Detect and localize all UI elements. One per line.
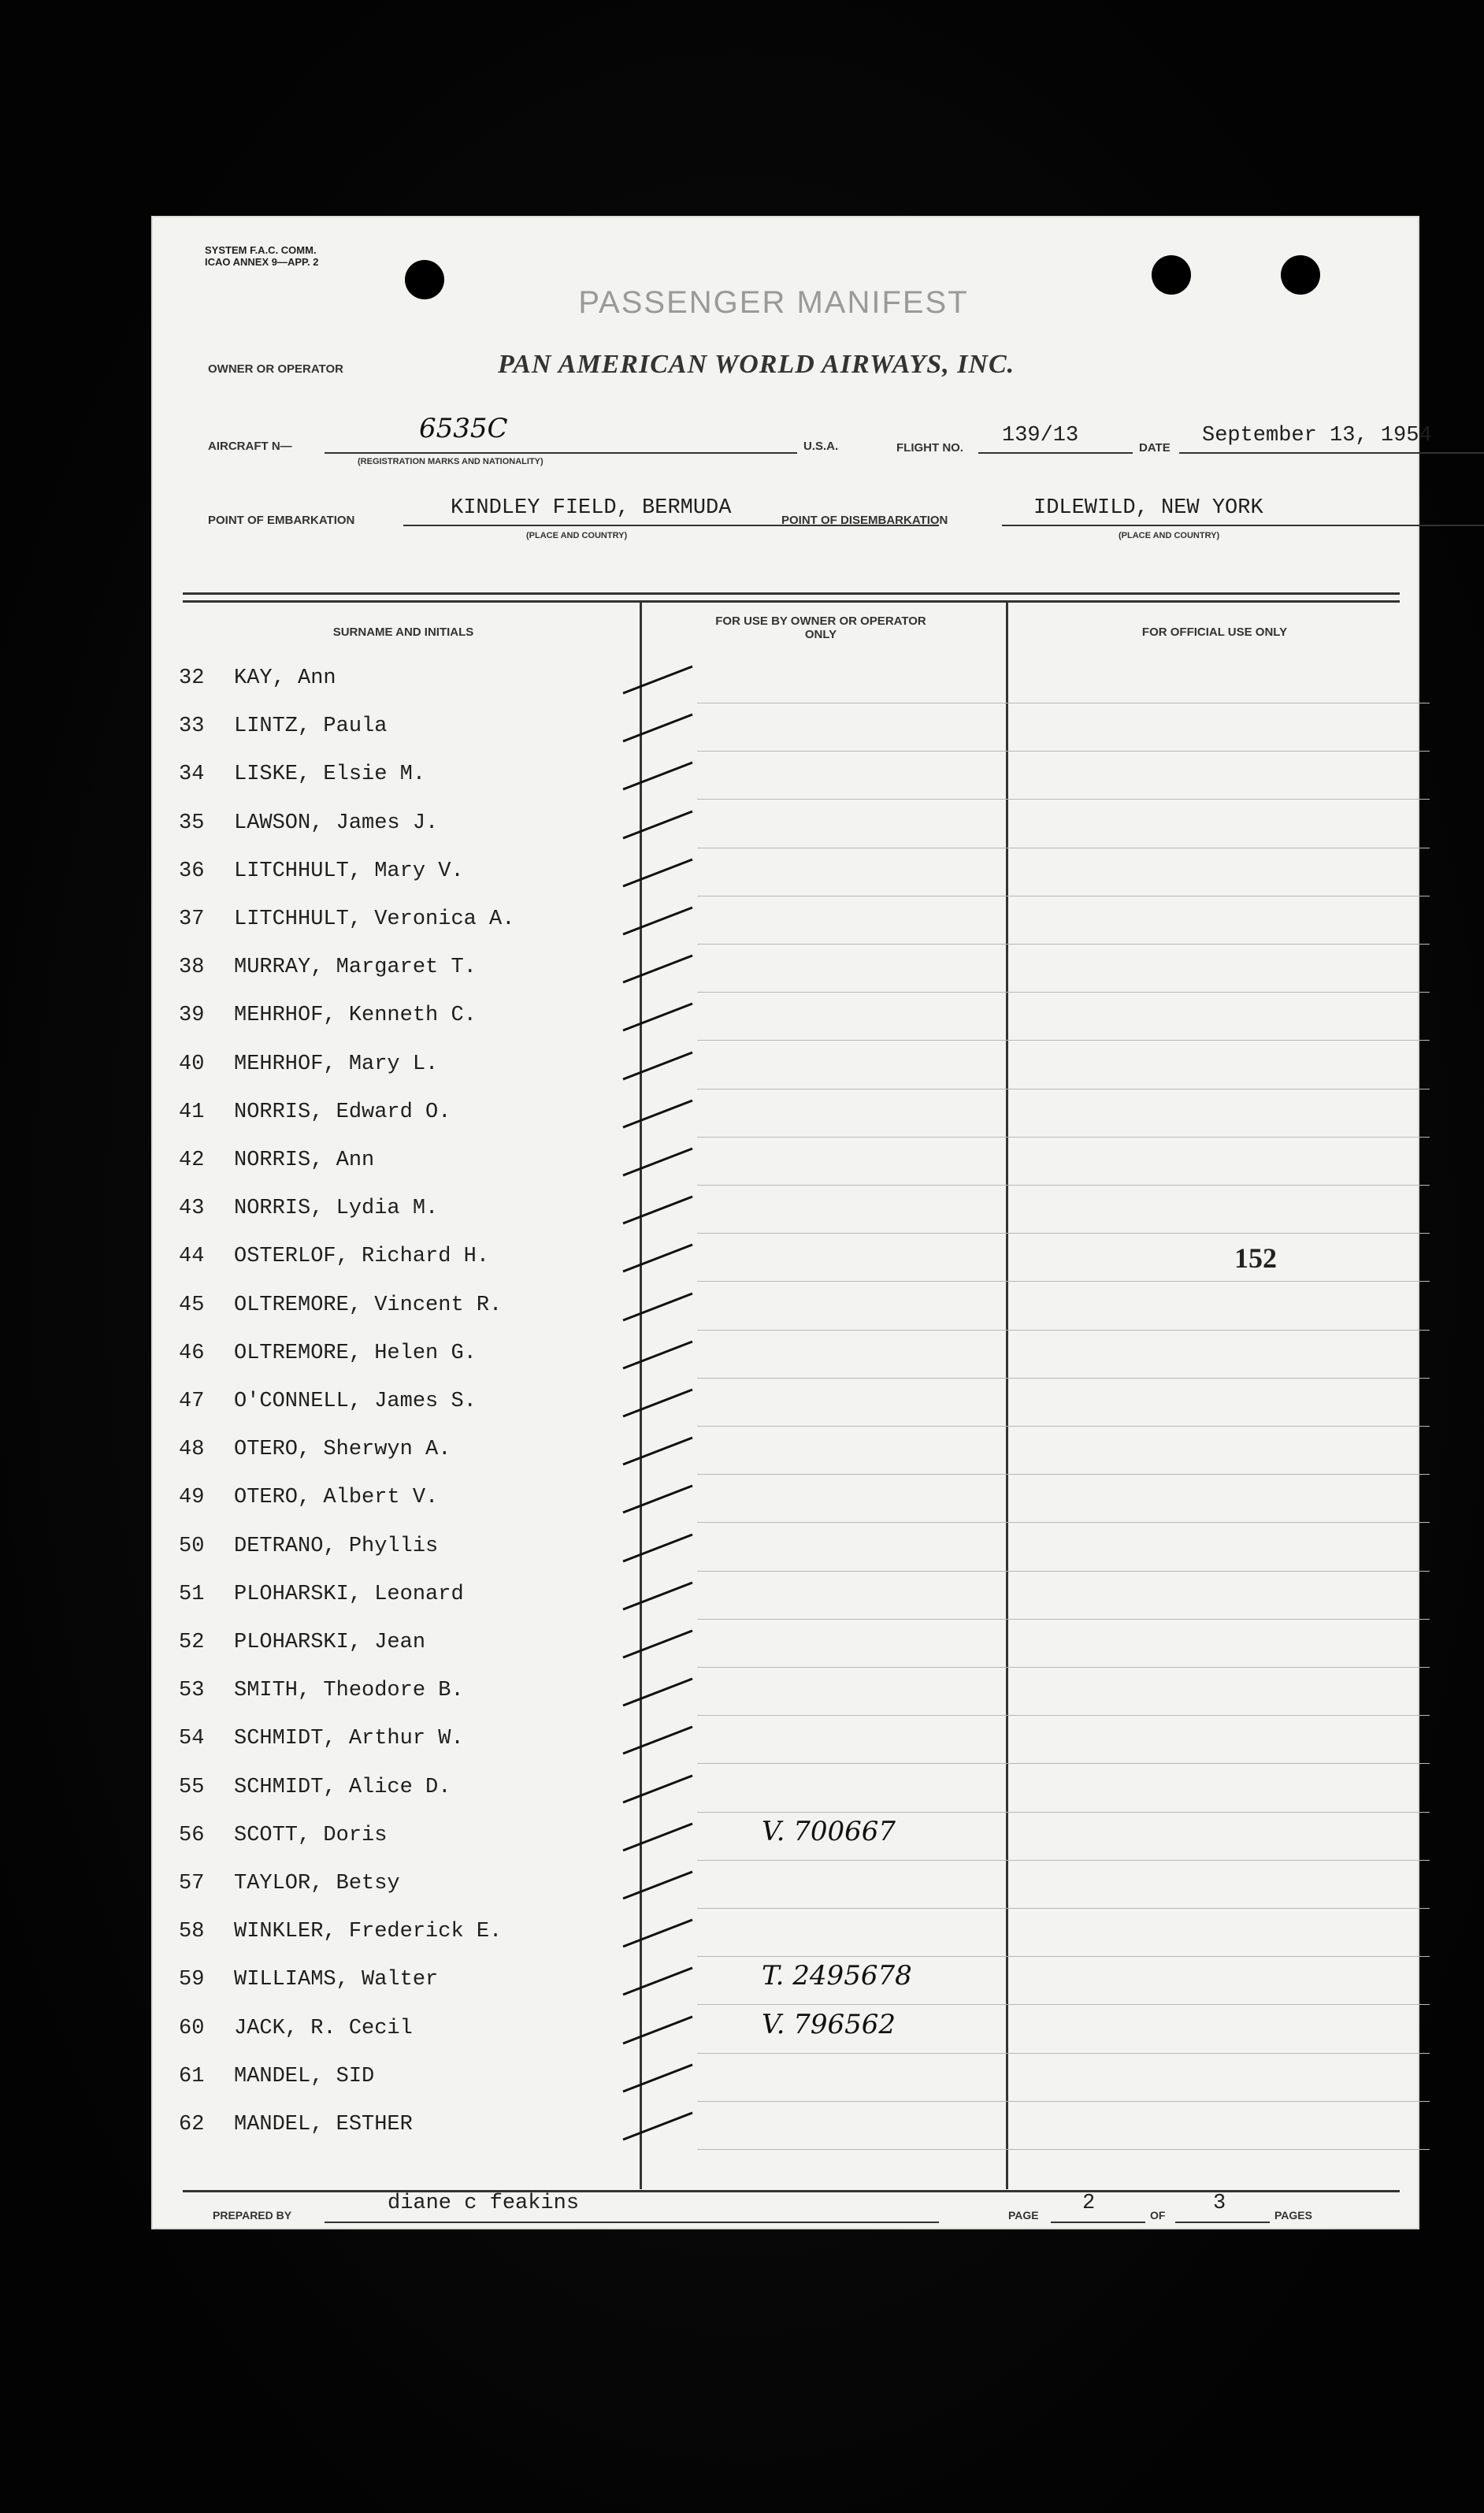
- table-row: [179, 1139, 1400, 1187]
- row-divider: [697, 1330, 1430, 1331]
- check-mark-icon: [620, 1626, 696, 1661]
- passenger-name: OTERO, Albert V.: [234, 1486, 439, 1510]
- passenger-number: 34: [179, 763, 205, 787]
- passenger-number: 40: [179, 1052, 205, 1076]
- table-row: [179, 2007, 1400, 2055]
- row-divider: [697, 1860, 1430, 1861]
- date-value: September 13, 1954: [1202, 424, 1432, 447]
- check-mark-icon: [620, 1963, 696, 1998]
- surname-column-header: SURNAME AND INITIALS: [332, 625, 474, 639]
- check-mark-icon: [620, 1240, 696, 1275]
- table-row: [179, 1669, 1400, 1717]
- check-mark-icon: [620, 1144, 696, 1179]
- check-mark-icon: [620, 807, 696, 841]
- passenger-name: LAWSON, James J.: [234, 811, 439, 835]
- passenger-number: 54: [179, 1727, 205, 1751]
- check-mark-icon: [620, 1867, 696, 1902]
- table-row: [179, 1187, 1400, 1235]
- table-row: [179, 1717, 1400, 1765]
- passenger-name: OLTREMORE, Vincent R.: [234, 1293, 503, 1317]
- passenger-name: NORRIS, Lydia M.: [234, 1197, 439, 1221]
- passenger-name: LINTZ, Paula: [234, 715, 388, 739]
- table-row: [179, 1525, 1400, 1573]
- passenger-name: PLOHARSKI, Leonard: [234, 1582, 464, 1606]
- table-row: [179, 1476, 1400, 1524]
- check-mark-icon: [620, 1192, 696, 1227]
- passenger-number: 46: [179, 1341, 205, 1365]
- passenger-number: 39: [179, 1004, 205, 1028]
- passenger-number: 44: [179, 1245, 205, 1269]
- check-mark-icon: [620, 710, 696, 744]
- check-mark-icon: [620, 855, 696, 889]
- table-row: [179, 898, 1400, 946]
- owner-note: V. 700667: [762, 1815, 896, 1847]
- punch-hole: [1152, 255, 1191, 295]
- pages-label: PAGES: [1274, 2209, 1312, 2222]
- owner-label: OWNER OR OPERATOR: [208, 362, 343, 376]
- check-mark-icon: [620, 1674, 696, 1709]
- passenger-number: 48: [179, 1438, 205, 1462]
- table-row: [179, 994, 1400, 1042]
- passenger-name: DETRANO, Phyllis: [234, 1534, 439, 1558]
- table-row: [179, 1862, 1400, 1910]
- check-mark-icon: [620, 903, 696, 937]
- table-row: [179, 1332, 1400, 1380]
- row-divider: [697, 1522, 1430, 1523]
- table-row: [179, 753, 1400, 801]
- passenger-name: WILLIAMS, Walter: [234, 1968, 439, 1992]
- form-code: [205, 244, 370, 268]
- aircraft-value: 6535C: [419, 413, 508, 444]
- table-row: [179, 1910, 1400, 1958]
- form-code-line: ICAO ANNEX 9—APP. 2: [205, 256, 319, 268]
- passenger-number: 56: [179, 1823, 205, 1847]
- passenger-name: MEHRHOF, Mary L.: [234, 1052, 439, 1076]
- passenger-number: 42: [179, 1149, 205, 1172]
- official-use-column-header: FOR OFFICIAL USE ONLY: [1141, 625, 1288, 639]
- page-line: [1051, 2222, 1145, 2223]
- passenger-number: 49: [179, 1486, 205, 1510]
- owner-note: V. 796562: [762, 2008, 896, 2040]
- row-divider: [697, 1715, 1430, 1716]
- aircraft-caption: (REGISTRATION MARKS AND NATIONALITY): [358, 457, 544, 466]
- row-divider: [697, 1956, 1430, 1957]
- row-divider: [697, 1378, 1430, 1379]
- of-label: OF: [1150, 2209, 1166, 2222]
- passenger-name: NORRIS, Ann: [234, 1149, 375, 1172]
- passenger-number: 60: [179, 2016, 205, 2040]
- check-mark-icon: [620, 1722, 696, 1757]
- passenger-name: KAY, Ann: [234, 666, 336, 690]
- prepared-by-line: [325, 2222, 939, 2223]
- row-divider: [697, 1281, 1430, 1282]
- row-divider: [697, 1185, 1430, 1186]
- check-mark-icon: [620, 999, 696, 1034]
- table-row: [179, 1573, 1400, 1621]
- table-row: [179, 1958, 1400, 2006]
- passenger-name: OLTREMORE, Helen G.: [234, 1341, 477, 1365]
- row-divider: [697, 2101, 1430, 2102]
- disembarkation-line: [1002, 525, 1484, 526]
- passenger-name: SCHMIDT, Alice D.: [234, 1775, 451, 1799]
- row-divider: [697, 751, 1430, 752]
- row-divider: [697, 1040, 1430, 1041]
- table-row: [179, 657, 1400, 705]
- owner-name: PAN AMERICAN WORLD AIRWAYS, INC.: [498, 350, 1015, 379]
- check-mark-icon: [620, 1096, 696, 1130]
- table-top-rule: [183, 592, 1400, 595]
- of-line: [1175, 2222, 1270, 2223]
- passenger-name: NORRIS, Edward O.: [234, 1100, 451, 1124]
- flight-value: 139/13: [1002, 424, 1079, 447]
- manifest-sheet: [151, 216, 1432, 2229]
- check-mark-icon: [620, 1819, 696, 1854]
- table-top-rule-inner: [183, 600, 1400, 603]
- page-value: 2: [1082, 2192, 1096, 2215]
- punch-hole: [405, 260, 444, 299]
- row-divider: [697, 992, 1430, 993]
- passenger-number: 52: [179, 1631, 205, 1654]
- check-mark-icon: [620, 951, 696, 986]
- passenger-number: 36: [179, 859, 205, 883]
- check-mark-icon: [620, 1481, 696, 1516]
- table-row: [179, 1091, 1400, 1139]
- date-label: DATE: [1139, 441, 1171, 455]
- row-divider: [697, 1763, 1430, 1764]
- passenger-number: 33: [179, 715, 205, 739]
- passenger-number: 58: [179, 1920, 205, 1944]
- table-row: [179, 2103, 1400, 2151]
- passenger-name: O'CONNELL, James S.: [234, 1390, 477, 1413]
- passenger-number: 50: [179, 1534, 205, 1558]
- check-mark-icon: [620, 1578, 696, 1613]
- date-line: [1179, 452, 1484, 454]
- passenger-number: 37: [179, 908, 205, 931]
- table-row: [179, 1235, 1400, 1283]
- table-row: [179, 1428, 1400, 1476]
- passenger-name: MURRAY, Margaret T.: [234, 956, 477, 980]
- passenger-name: MANDEL, ESTHER: [234, 2113, 413, 2136]
- table-row: [179, 705, 1400, 753]
- check-mark-icon: [620, 2012, 696, 2047]
- of-value: 3: [1213, 2192, 1226, 2215]
- passenger-number: 38: [179, 956, 205, 980]
- passenger-number: 51: [179, 1582, 205, 1606]
- passenger-name: OSTERLOF, Richard H.: [234, 1245, 490, 1269]
- table-row: [179, 1814, 1400, 1862]
- table-row: [179, 1284, 1400, 1332]
- flight-label: FLIGHT NO.: [896, 441, 963, 455]
- passenger-name: LITCHHULT, Mary V.: [234, 859, 464, 883]
- row-divider: [697, 2004, 1430, 2005]
- row-divider: [697, 1619, 1430, 1620]
- check-mark-icon: [620, 1530, 696, 1565]
- passenger-name: LISKE, Elsie M.: [234, 763, 426, 787]
- check-mark-icon: [620, 2108, 696, 2143]
- row-divider: [697, 2149, 1430, 2150]
- passenger-number: 57: [179, 1872, 205, 1895]
- row-divider: [697, 1908, 1430, 1909]
- passenger-number: 35: [179, 811, 205, 835]
- embarkation-caption: (PLACE AND COUNTRY): [526, 531, 628, 540]
- passenger-number: 61: [179, 2064, 205, 2088]
- official-note: 152: [1234, 1242, 1277, 1275]
- flight-line: [978, 452, 1133, 454]
- prepared-by-label: PREPARED BY: [213, 2209, 292, 2222]
- check-mark-icon: [620, 1337, 696, 1372]
- passenger-name: SMITH, Theodore B.: [234, 1679, 464, 1703]
- check-mark-icon: [620, 1433, 696, 1468]
- passenger-number: 55: [179, 1775, 205, 1799]
- passenger-number: 32: [179, 666, 205, 690]
- table-row: [179, 1043, 1400, 1091]
- passenger-number: 59: [179, 1968, 205, 1992]
- disembarkation-label: POINT OF DISEMBARKATION: [781, 514, 948, 527]
- row-divider: [697, 1571, 1430, 1572]
- check-mark-icon: [620, 1385, 696, 1420]
- passenger-number: 53: [179, 1679, 205, 1703]
- check-mark-icon: [620, 758, 696, 793]
- row-divider: [697, 1812, 1430, 1813]
- check-mark-icon: [620, 662, 696, 696]
- aircraft-line: [325, 452, 797, 454]
- disembarkation-caption: (PLACE AND COUNTRY): [1119, 531, 1220, 540]
- table-row: [179, 2055, 1400, 2103]
- document-title: PASSENGER MANIFEST: [578, 285, 969, 320]
- passenger-name: MANDEL, SID: [234, 2064, 375, 2088]
- row-divider: [697, 1426, 1430, 1427]
- row-divider: [697, 1137, 1430, 1138]
- passenger-name: TAYLOR, Betsy: [234, 1872, 400, 1895]
- form-code-line: SYSTEM F.A.C. COMM.: [205, 244, 317, 256]
- table-row: [179, 802, 1400, 850]
- check-mark-icon: [620, 1289, 696, 1323]
- table-row: [179, 1766, 1400, 1814]
- prepared-by-value: diane c feakins: [388, 2192, 580, 2215]
- row-divider: [697, 2053, 1430, 2054]
- passenger-name: LITCHHULT, Veronica A.: [234, 908, 515, 931]
- passenger-number: 62: [179, 2113, 205, 2136]
- embarkation-value: KINDLEY FIELD, BERMUDA: [451, 496, 732, 520]
- passenger-name: PLOHARSKI, Jean: [234, 1631, 426, 1654]
- page-label: PAGE: [1008, 2209, 1039, 2222]
- passenger-name: OTERO, Sherwyn A.: [234, 1438, 451, 1462]
- passenger-number: 47: [179, 1390, 205, 1413]
- passenger-name: MEHRHOF, Kenneth C.: [234, 1004, 477, 1028]
- table-row: [179, 850, 1400, 898]
- owner-note: T. 2495678: [762, 1960, 912, 1992]
- passenger-name: SCHMIDT, Arthur W.: [234, 1727, 464, 1751]
- disembarkation-value: IDLEWILD, NEW YORK: [1033, 496, 1263, 520]
- embarkation-label: POINT OF EMBARKATION: [208, 514, 355, 527]
- row-divider: [697, 799, 1430, 800]
- aircraft-label: AIRCRAFT N—: [208, 440, 292, 453]
- table-row: [179, 946, 1400, 994]
- row-divider: [697, 1474, 1430, 1475]
- check-mark-icon: [620, 2060, 696, 2095]
- punch-hole: [1281, 255, 1320, 295]
- usa-label: U.S.A.: [803, 440, 839, 453]
- passenger-number: 43: [179, 1197, 205, 1221]
- passenger-number: 41: [179, 1100, 205, 1124]
- row-divider: [697, 1233, 1430, 1234]
- check-mark-icon: [620, 1771, 696, 1806]
- row-divider: [697, 944, 1430, 945]
- owner-use-column-header: FOR USE BY OWNER OR OPERATOR ONLY: [715, 614, 926, 641]
- passenger-name: WINKLER, Frederick E.: [234, 1920, 503, 1944]
- row-divider: [697, 1667, 1430, 1668]
- passenger-number: 45: [179, 1293, 205, 1317]
- table-row: [179, 1621, 1400, 1669]
- check-mark-icon: [620, 1048, 696, 1082]
- check-mark-icon: [620, 1915, 696, 1950]
- passenger-name: SCOTT, Doris: [234, 1823, 388, 1847]
- table-row: [179, 1380, 1400, 1428]
- passenger-name: JACK, R. Cecil: [234, 2016, 413, 2040]
